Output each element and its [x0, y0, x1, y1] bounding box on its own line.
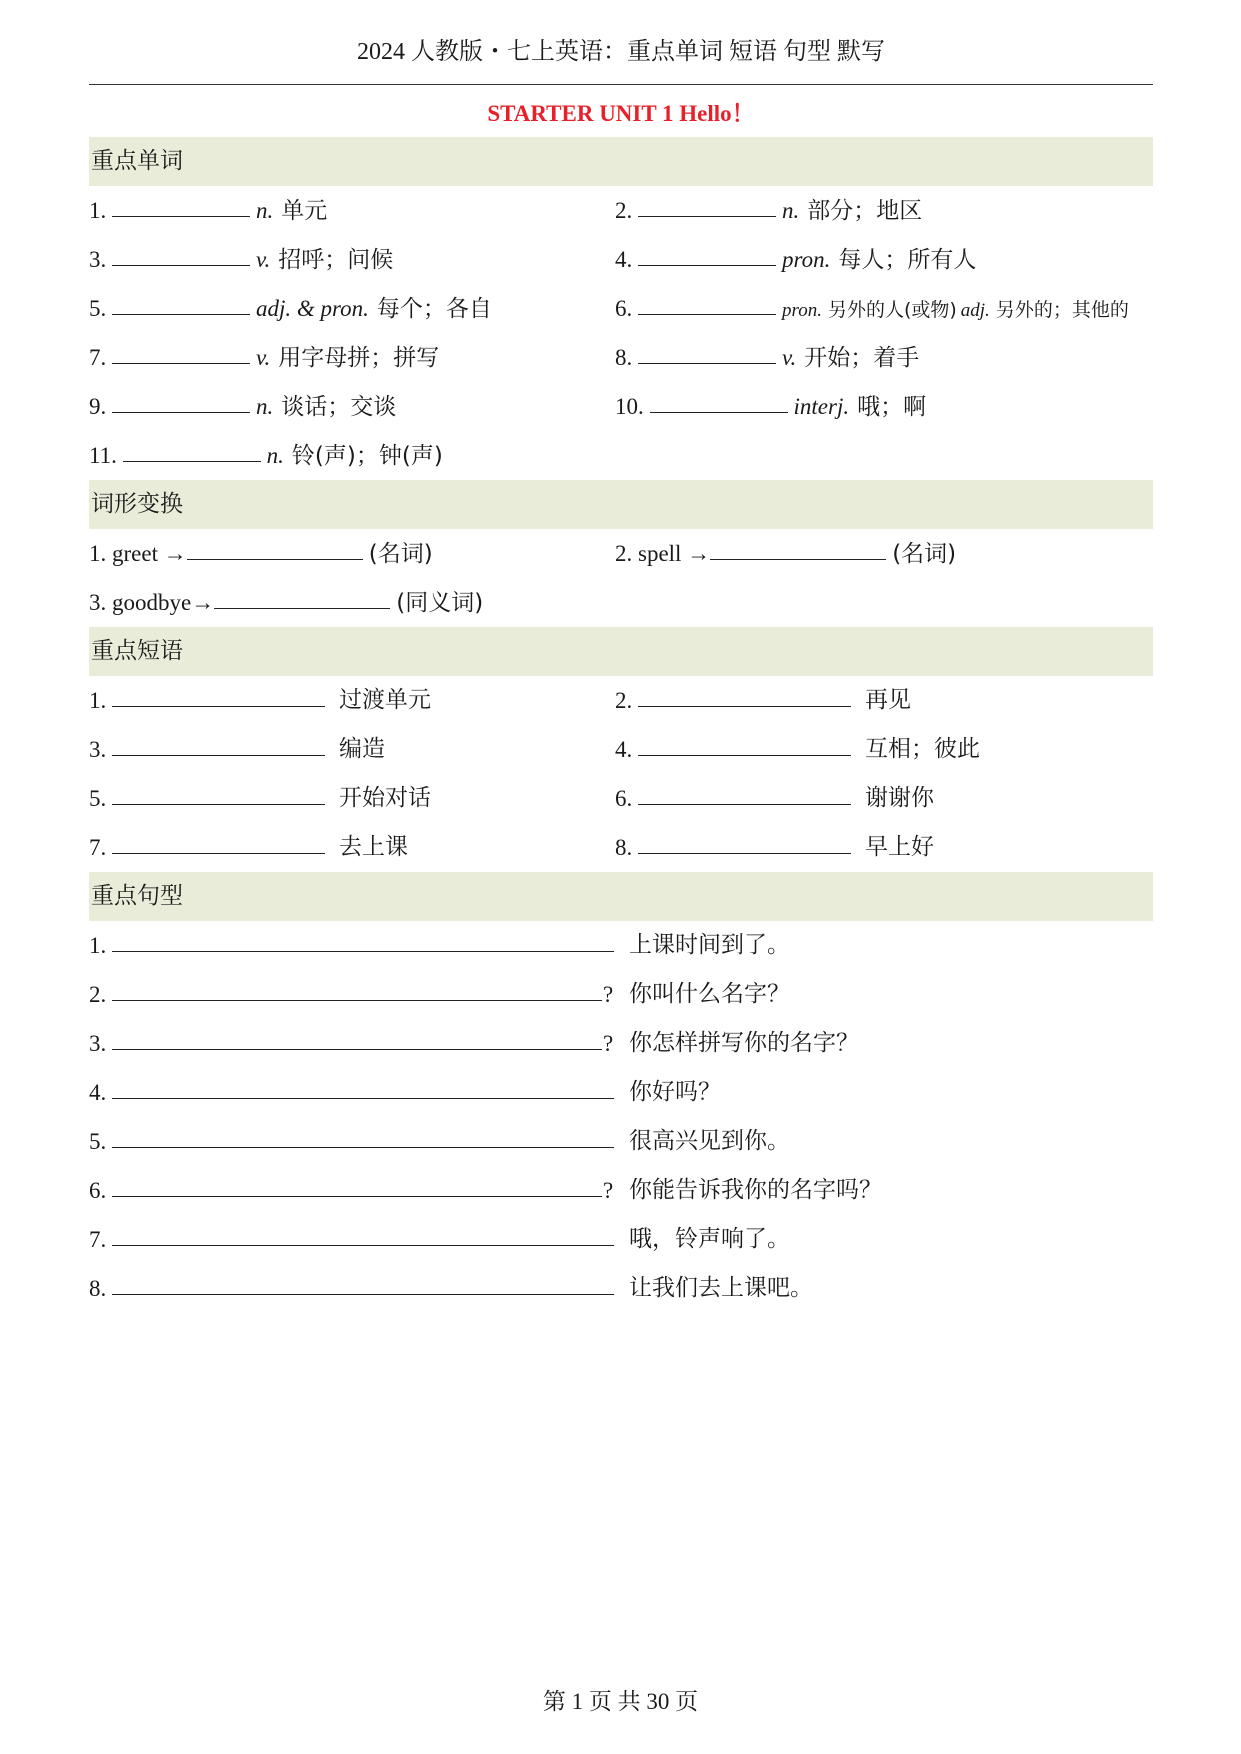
forms-row: [89, 578, 1153, 627]
header-title: 2024 人教版・七上英语：重点单词 短语 句型 默写: [357, 39, 885, 65]
answer-blank[interactable]: [638, 186, 776, 217]
vocab-item: 4. pron. 每人；所有人: [615, 235, 976, 284]
page-header: [89, 28, 1153, 85]
answer-blank[interactable]: [638, 725, 851, 756]
sentence-item: 1. 上课时间到了。: [89, 921, 1153, 970]
sentence-item: 4. 你好吗？: [89, 1068, 1153, 1117]
form-item: 3. goodbye→ (同义词): [89, 578, 483, 627]
phrase-item: 2. 再见: [615, 676, 851, 725]
phrases-row: [89, 725, 1153, 774]
answer-blank[interactable]: [187, 529, 363, 560]
answer-blank[interactable]: [112, 382, 250, 413]
answer-blank[interactable]: [112, 970, 602, 1001]
phrase-item: 1. 过渡单元: [89, 676, 325, 725]
answer-blank[interactable]: [112, 1264, 614, 1295]
answer-blank[interactable]: [123, 431, 261, 462]
answer-blank[interactable]: [112, 1215, 614, 1246]
forms-row: [89, 529, 1153, 578]
phrases-row: [89, 676, 1153, 725]
phrase-item: 7. 去上课: [89, 823, 325, 872]
sentence-item: 6. ? 你能告诉我你的名字吗？: [89, 1166, 1153, 1215]
answer-blank[interactable]: [638, 774, 851, 805]
answer-blank[interactable]: [112, 1068, 614, 1099]
vocab-item: 7. v. 用字母拼；拼写: [89, 333, 439, 382]
vocab-item: 10. interj. 哦；啊: [615, 382, 926, 431]
phrase-item: 5. 开始对话: [89, 774, 325, 823]
sentence-row: [89, 921, 1153, 970]
phrase-item: 6. 谢谢你: [615, 774, 851, 823]
vocab-item: 5. adj. & pron. 每个；各自: [89, 284, 492, 333]
sentence-row: [89, 1166, 1153, 1215]
sentences-section: [89, 872, 1153, 1313]
section-heading: 重点句型: [89, 872, 1153, 921]
answer-blank[interactable]: [112, 774, 325, 805]
sentence-row: [89, 1068, 1153, 1117]
phrases-section: [89, 627, 1153, 872]
vocab-section: [89, 137, 1153, 480]
vocab-row: [89, 382, 1153, 431]
sentence-item: 3. ? 你怎样拼写你的名字？: [89, 1019, 1153, 1068]
sentence-item: 5. 很高兴见到你。: [89, 1117, 1153, 1166]
answer-blank[interactable]: [112, 186, 250, 217]
answer-blank[interactable]: [710, 529, 886, 560]
phrase-item: 8. 早上好: [615, 823, 851, 872]
vocab-item: 8. v. 开始；着手: [615, 333, 919, 382]
vocab-item: 11. n. 铃(声)；钟(声): [89, 431, 443, 480]
sentence-row: [89, 970, 1153, 1019]
answer-blank[interactable]: [214, 578, 390, 609]
form-item: 1. greet → (名词): [89, 529, 433, 578]
page-footer: 第 1 页 共 30 页: [542, 1689, 699, 1714]
form-item: 2. spell → (名词): [615, 529, 956, 578]
vocab-row: [89, 284, 1153, 333]
vocab-item: 9. n. 谈话；交谈: [89, 382, 396, 431]
sentence-row: [89, 1215, 1153, 1264]
answer-blank[interactable]: [112, 921, 614, 952]
answer-blank[interactable]: [112, 725, 325, 756]
answer-blank[interactable]: [638, 284, 776, 315]
answer-blank[interactable]: [638, 235, 776, 266]
answer-blank[interactable]: [638, 823, 851, 854]
sentence-row: [89, 1264, 1153, 1313]
vocab-row: [89, 431, 1153, 480]
answer-blank[interactable]: [112, 284, 250, 315]
answer-blank[interactable]: [112, 1166, 602, 1197]
phrase-item: 3. 编造: [89, 725, 325, 774]
vocab-item: 2. n. 部分；地区: [615, 186, 922, 235]
phrase-item: 4. 互相；彼此: [615, 725, 851, 774]
forms-section: [89, 480, 1153, 627]
vocab-item: 1. n. 单元: [89, 186, 327, 235]
sentence-item: 7. 哦，铃声响了。: [89, 1215, 1153, 1264]
answer-blank[interactable]: [112, 676, 325, 707]
vocab-item: 6. pron. 另外的人(或物) adj. 另外的；其他的: [615, 284, 1129, 333]
section-heading: 重点单词: [89, 137, 1153, 186]
vocab-row: [89, 333, 1153, 382]
answer-blank[interactable]: [112, 235, 250, 266]
section-heading: 重点短语: [89, 627, 1153, 676]
phrases-row: [89, 774, 1153, 823]
answer-blank[interactable]: [638, 676, 851, 707]
vocab-row: [89, 235, 1153, 284]
sentence-row: [89, 1117, 1153, 1166]
vocab-item: 3. v. 招呼；问候: [89, 235, 393, 284]
section-heading: 词形变换: [89, 480, 1153, 529]
unit-title: STARTER UNIT 1 Hello！: [487, 101, 755, 126]
sentence-row: [89, 1019, 1153, 1068]
sentence-item: 2. ? 你叫什么名字？: [89, 970, 1153, 1019]
answer-blank[interactable]: [112, 1019, 602, 1050]
answer-blank[interactable]: [112, 823, 325, 854]
answer-blank[interactable]: [112, 1117, 614, 1148]
answer-blank[interactable]: [638, 333, 776, 364]
sentence-item: 8. 让我们去上课吧。: [89, 1264, 1153, 1313]
answer-blank[interactable]: [650, 382, 788, 413]
vocab-row: [89, 186, 1153, 235]
answer-blank[interactable]: [112, 333, 250, 364]
phrases-row: [89, 823, 1153, 872]
